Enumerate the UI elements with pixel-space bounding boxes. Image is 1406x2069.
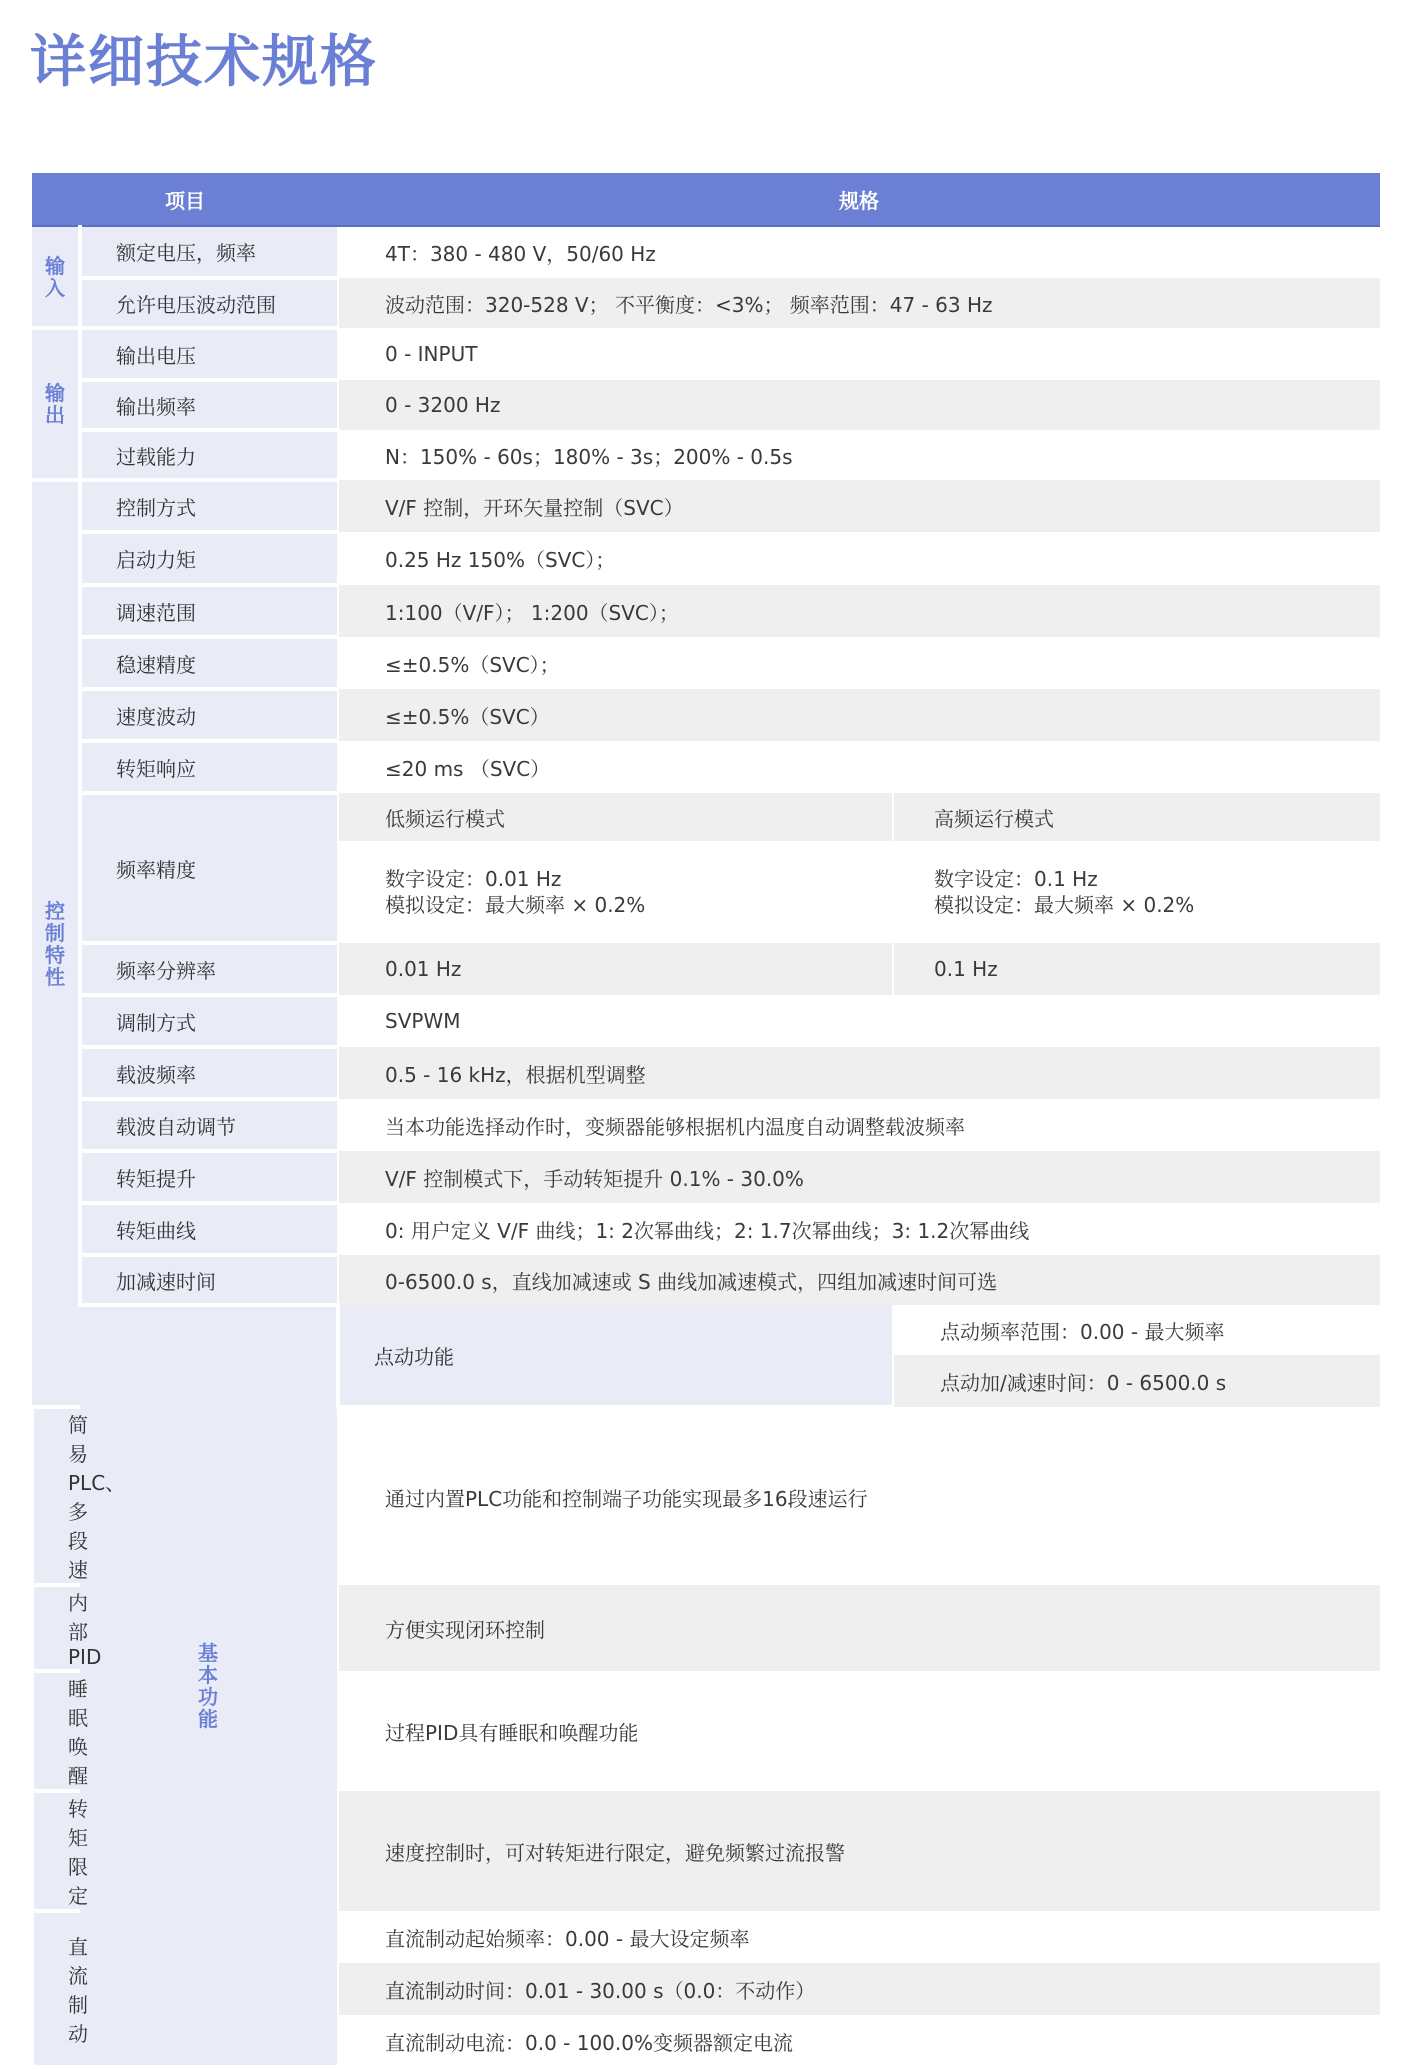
row-value: 4T：380 - 480 V，50/60 Hz (338, 226, 1380, 278)
row-label: 速度波动 (80, 689, 338, 741)
table-row (32, 328, 1380, 380)
category-control: 控制特性 (32, 480, 80, 1407)
row-value: 0 - INPUT (338, 328, 1380, 380)
row-label: 载波频率 (80, 1047, 338, 1099)
table-row (32, 1099, 1380, 1151)
row-value: 直流制动时间：0.01 - 30.00 s（0.0：不动作） (338, 1963, 1380, 2015)
row-label: 睡眠唤醒 (32, 1671, 80, 1791)
row-value: 通过内置PLC功能和控制端子功能实现最多16段速运行 (338, 1407, 1380, 1585)
table-row (32, 689, 1380, 741)
row-label: 转矩响应 (80, 741, 338, 793)
row-label: 输出电压 (80, 328, 338, 380)
table-header-row (32, 173, 1380, 226)
row-value: 0 - 3200 Hz (338, 380, 1380, 430)
table-row (32, 380, 1380, 430)
row-label: 额定电压，频率 (80, 226, 338, 278)
row-label: 内部 PID (32, 1585, 80, 1671)
row-label: 调制方式 (80, 995, 338, 1047)
row-label: 频率分辨率 (80, 943, 338, 995)
table-row (32, 430, 1380, 480)
row-label: 稳速精度 (80, 637, 338, 689)
row-label: 启动力矩 (80, 532, 338, 585)
table-row (32, 1305, 1380, 1355)
row-value: 1:100（V/F）； 1:200（SVC）； (338, 585, 1380, 637)
row-label: 加减速时间 (80, 1255, 338, 1305)
row-value: ≤20 ms （SVC） (338, 741, 1380, 793)
low-analog: 模拟设定：最大频率 × 0.2% (385, 893, 646, 917)
row-value: 当本功能选择动作时，变频器能够根据机内温度自动调整载波频率 (338, 1099, 1380, 1151)
table-row (32, 1151, 1380, 1203)
table-row (32, 793, 1380, 841)
table-row (32, 1255, 1380, 1305)
row-value: 0.25 Hz 150%（SVC）； (338, 532, 1380, 585)
low-mode-header: 低频运行模式 (338, 793, 893, 841)
row-value: 波动范围：320-528 V； 不平衡度：<3%； 频率范围：47 - 63 Hz (338, 278, 1380, 328)
row-value: V/F 控制，开环矢量控制（SVC） (338, 480, 1380, 532)
high-mode-header: 高频运行模式 (893, 793, 1380, 841)
high-digital: 数字设定：0.1 Hz (934, 867, 1098, 891)
row-label: 允许电压波动范围 (80, 278, 338, 328)
high-mode-value (893, 841, 1380, 943)
row-value: 点动频率范围：0.00 - 最大频率 (893, 1305, 1380, 1355)
table-row (32, 480, 1380, 532)
row-label: 转矩提升 (80, 1151, 338, 1203)
row-value: N：150% - 60s；180% - 3s；200% - 0.5s (338, 430, 1380, 480)
row-value: 0: 用户定义 V/F 曲线；1: 2次幂曲线；2: 1.7次幂曲线；3: 1.2次幂曲线 (338, 1203, 1380, 1255)
row-label: 点动功能 (338, 1305, 893, 1407)
low-mode-value (338, 841, 893, 943)
table-row (32, 637, 1380, 689)
row-label: 过载能力 (80, 430, 338, 480)
table-row (32, 278, 1380, 328)
table-row (32, 226, 1380, 278)
row-value: ≤±0.5%（SVC）； (338, 637, 1380, 689)
row-value-low: 0.01 Hz (338, 943, 893, 995)
table-row (32, 585, 1380, 637)
low-digital: 数字设定：0.01 Hz (385, 867, 562, 891)
header-item: 项目 (32, 173, 338, 226)
table-row (32, 1047, 1380, 1099)
row-label: 简易 PLC、多段速 (32, 1407, 80, 1585)
row-label: 调速范围 (80, 585, 338, 637)
row-label: 输出频率 (80, 380, 338, 430)
row-label: 载波自动调节 (80, 1099, 338, 1151)
table-row (32, 741, 1380, 793)
row-value-high: 0.1 Hz (893, 943, 1380, 995)
page-title: 详细技术规格 (30, 30, 378, 95)
row-value: 方便实现闭环控制 (338, 1585, 1380, 1671)
header-spec: 规格 (338, 173, 1380, 226)
row-value: SVPWM (338, 995, 1380, 1047)
row-value: V/F 控制模式下，手动转矩提升 0.1% - 30.0% (338, 1151, 1380, 1203)
spec-table (30, 173, 1380, 2069)
row-label: 频率精度 (80, 793, 338, 943)
row-value: 0.5 - 16 kHz，根据机型调整 (338, 1047, 1380, 1099)
row-value: 直流制动电流：0.0 - 100.0%变频器额定电流 (338, 2015, 1380, 2067)
row-value: 过程PID具有睡眠和唤醒功能 (338, 1671, 1380, 1791)
category-output: 输出 (32, 328, 80, 480)
table-row (32, 1203, 1380, 1255)
high-analog: 模拟设定：最大频率 × 0.2% (934, 893, 1195, 917)
table-row (32, 943, 1380, 995)
row-label: 控制方式 (80, 480, 338, 532)
row-value: ≤±0.5%（SVC） (338, 689, 1380, 741)
table-row (32, 532, 1380, 585)
category-basic: 基本功能 (80, 1305, 338, 2067)
row-value: 直流制动起始频率：0.00 - 最大设定频率 (338, 1911, 1380, 1963)
row-value: 点动加/减速时间：0 - 6500.0 s (893, 1355, 1380, 1407)
row-value: 0-6500.0 s，直线加减速或 S 曲线加减速模式，四组加减速时间可选 (338, 1255, 1380, 1305)
category-input: 输入 (32, 226, 80, 328)
table-row (32, 995, 1380, 1047)
row-label: 直流制动 (32, 1911, 80, 2067)
row-label: 转矩曲线 (80, 1203, 338, 1255)
row-label: 转矩限定 (32, 1791, 80, 1911)
row-value: 速度控制时，可对转矩进行限定，避免频繁过流报警 (338, 1791, 1380, 1911)
